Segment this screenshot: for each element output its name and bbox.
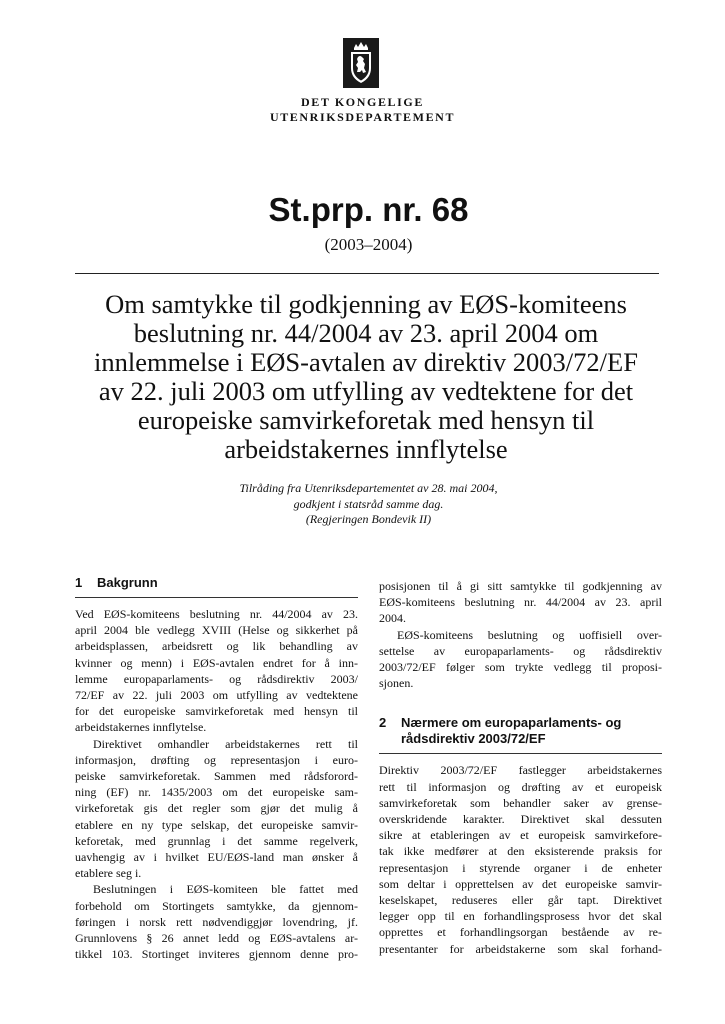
paragraph-line: sikre at etableringen av et europeisk samvirkefore- (379, 828, 662, 843)
paragraph-line: 2004. (379, 611, 406, 626)
paragraph-line: posisjonen til å gi sitt samtykke til godkjenning av (379, 579, 662, 593)
left-column (75, 575, 358, 962)
recommendation-line: Tilråding fra Utenriksdepartementet av 28. mai 2004, (239, 481, 498, 495)
section-divider (379, 753, 662, 754)
recommendation-note (0, 481, 725, 528)
subject-line: innlemmelse i EØS-avtalen av direktiv 2003/72/EF (94, 347, 638, 377)
right-column (379, 578, 662, 957)
section-1-heading (75, 575, 358, 591)
coat-of-arms-icon (343, 38, 379, 88)
paragraph-line: ning (EF) nr. 1435/2003 om det europeiske sam- (75, 785, 358, 800)
paragraph-line: overskridende karakter. Direktivet skal dessuten (379, 812, 662, 827)
document-subject (60, 290, 672, 464)
section-title (401, 715, 662, 747)
subject-line: europeiske samvirkeforetak med hensyn til (137, 405, 595, 435)
paragraph-line: samvirkeforetak som behandler saker av grense- (379, 795, 662, 810)
paragraph-line: presentanter for arbeidstakerne som skal forhand- (379, 941, 662, 956)
paragraph-line: etablere seg i. (75, 866, 142, 881)
paragraph-line: april 2004 ble vedlegg XVIII (Helse og sikkerhet på (75, 623, 358, 638)
section-2-heading (379, 715, 662, 747)
paragraph-line: Direktiv 2003/72/EF fastlegger arbeidstakernes (379, 763, 662, 778)
paragraph-line: virkeforetak gis det regler som gjør det mulig å (75, 801, 358, 816)
paragraph-line: keforetak, med grunnlag i det samme regelverk, (75, 833, 358, 848)
paragraph-line: forbehold om Stortingets samtykke, da gjennom- (75, 898, 358, 913)
paragraph-line: representasjon i styrende organer i de enheter (379, 860, 662, 875)
paragraph-line: peiske samvirkeforetak. Sammen med rådsforord- (75, 769, 358, 784)
section-divider (75, 597, 358, 598)
paragraph-line: arbeidstakernes innflytelse. (75, 720, 207, 735)
paragraph-line: lemme europaparlaments- og rådsdirektiv 2003/ (75, 671, 358, 686)
paragraph-line: Direktivet omhandler arbeidstakernes rett til (93, 736, 358, 751)
subject-line: arbeidstakernes innflytelse (224, 434, 508, 464)
paragraph-line: føringen i norsk rett nødvendiggjør lovendring, jf. (75, 914, 358, 929)
paragraph-line: kvinner og menn) i EØS-avtalen endret for å inn- (75, 655, 358, 670)
paragraph-line: etablere en ny type selskap, det europeiske samvir- (75, 817, 358, 832)
paragraph-line: 72/EF av 22. juli 2003 om utfylling av vedtektene (75, 688, 358, 703)
recommendation-line: (Regjeringen Bondevik II) (305, 512, 432, 526)
paragraph-line: EØS-komiteens beslutning nr. 44/2004 av 23. april (379, 595, 662, 610)
paragraph-line: tak ikke medfører at den eksisterende praksis for (379, 844, 662, 859)
title-divider (75, 273, 659, 274)
paragraph-line: opprettes et forhandlingsorgan bestående av re- (379, 925, 662, 940)
subject-line: Om samtykke til godkjenning av EØS-komiteens (105, 289, 627, 319)
section-title-line: rådsdirektiv 2003/72/EF (401, 731, 546, 747)
subject-line: av 22. juli 2003 om utfylling av vedtektene for det (98, 376, 634, 406)
section-number: 2 (379, 715, 387, 731)
paragraph-line: EØS-komiteens beslutning og uoffisiell over- (397, 627, 662, 642)
section-number: 1 (75, 575, 83, 590)
paragraph-line: Beslutningen i EØS-komiteen ble fattet med (93, 882, 358, 897)
section-title-line: Nærmere om europaparlaments- og (401, 715, 622, 731)
subject-line: beslutning nr. 44/2004 av 23. april 2004 om (133, 318, 599, 348)
document-session: (2003–2004) (324, 235, 413, 254)
paragraph-line: informasjon, drøfting og representasjon i euro- (75, 752, 358, 767)
paragraph-line: sjonen. (379, 676, 414, 691)
paragraph-line: legger opp til en forhandlingsprosess hvor det skal (379, 909, 662, 924)
paragraph-line: uavhengig av i hvilket EU/EØS-land man ønsker å (75, 850, 358, 865)
paragraph-line: for det europeiske samvirkeforetak med hensyn til (75, 704, 358, 719)
agency-name-line-2: UTENRIKSDEPARTEMENT (269, 110, 456, 124)
paragraph-line: settelse av europaparlaments- og rådsdirektiv (379, 643, 662, 658)
paragraph-line: Grunnlovens § 26 annet ledd og EØS-avtalens ar- (75, 931, 358, 946)
paragraph-line: tikkel 103. Stortinget inviteres gjennom denne pro- (75, 947, 358, 962)
paragraph-line: 2003/72/EF følger som trykte vedlegg til proposi- (379, 660, 662, 675)
coat-of-arms-logo (343, 38, 379, 88)
agency-name-line-1: DET KONGELIGE (301, 95, 424, 109)
section-spacer (379, 691, 662, 715)
paragraph-line: som deltar i opprettelsen av det europeiske samvir- (379, 876, 662, 891)
paragraph-line: arbeidsplassen, arbeidsrett og lik behandling av (75, 639, 358, 654)
paragraph-line: Ved EØS-komiteens beslutning nr. 44/2004 av 23. (75, 607, 358, 621)
document-title: St.prp. nr. 68 (268, 191, 469, 228)
recommendation-line: godkjent i statsråd samme dag. (293, 496, 444, 511)
paragraph-line: rett til informasjon og drøfting av et europeisk (379, 779, 662, 794)
paragraph-line: keselskapet, reduseres eller går tapt. Direktivet (379, 893, 662, 908)
section-title: Bakgrunn (97, 575, 158, 590)
